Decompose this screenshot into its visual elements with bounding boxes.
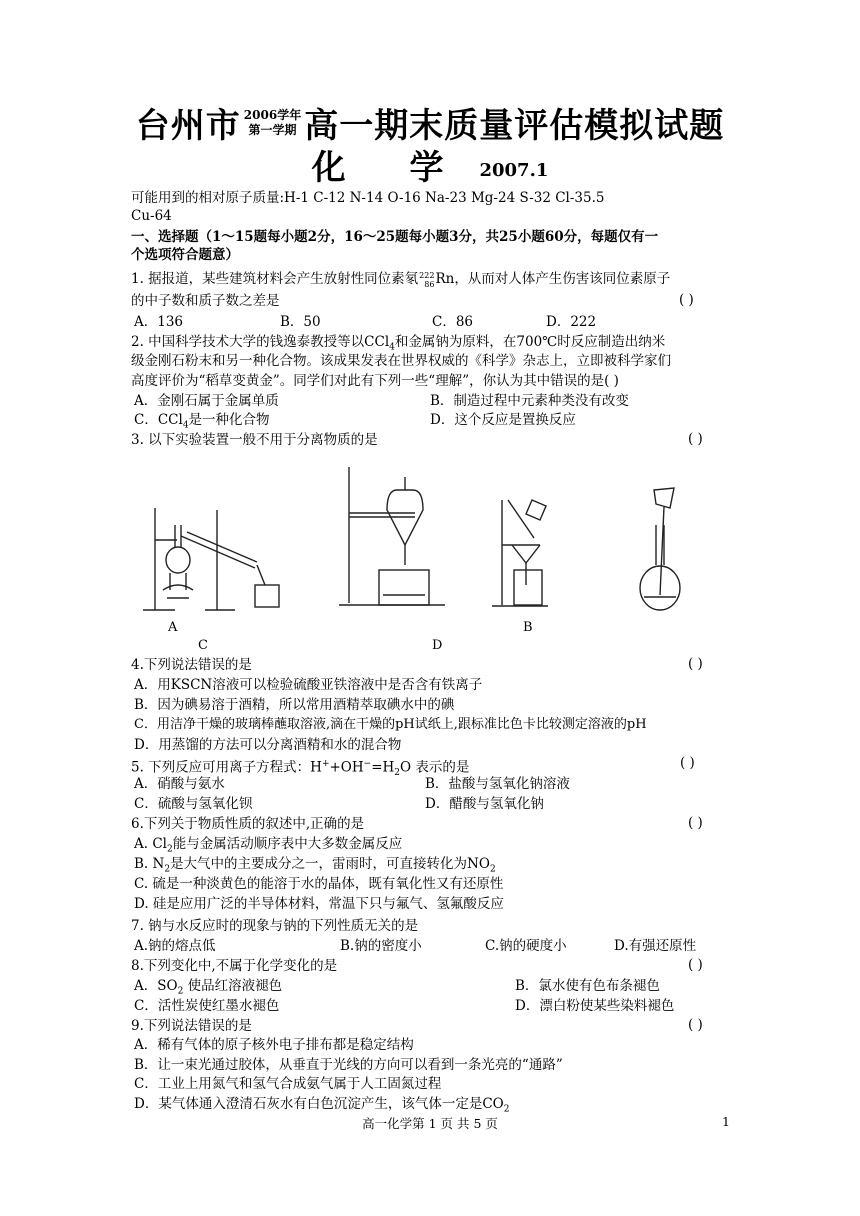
q6-answer-paren[interactable]: ( ): [688, 815, 703, 831]
q1-option-b[interactable]: B．50: [280, 314, 321, 330]
q6-stem: 6.下列关于物质性质的叙述中,正确的是: [131, 816, 365, 832]
q7-option-a[interactable]: A.钠的熔点低: [134, 938, 216, 954]
q2-option-d[interactable]: D．这个反应是置换反应: [430, 412, 576, 428]
q2-text-pre: 2. 中国科学技术大学的钱逸泰教授等以CCl: [131, 334, 390, 350]
q1-text-post: ，从而对人体产生伤害该同位素原子: [454, 271, 671, 287]
title-term-stack: [244, 108, 301, 138]
page-number: 1: [722, 1114, 730, 1129]
q5-option-b[interactable]: B．盐酸与氢氧化钠溶液: [425, 776, 570, 792]
q1-text-pre: 1. 据报道，某些建筑材料会产生放射性同位素氡: [131, 271, 419, 287]
q5-sup1: +: [321, 759, 330, 769]
q7-stem: 7. 钠与水反应时的现象与钠的下列性质无关的是: [131, 918, 419, 934]
q1-stem-line2: 的中子数和质子数之差是: [131, 293, 280, 309]
filtration-apparatus-figure: [490, 490, 555, 615]
q1-symbol: Rn: [435, 271, 455, 287]
page-footer: 高一化学第 1 页 共 5 页: [362, 1116, 498, 1131]
q3-stem: 3. 以下实验装置一般不用于分离物质的是: [131, 432, 378, 448]
figure-label-d: D: [432, 638, 443, 653]
q2-sub: 4: [389, 342, 395, 353]
figure-label-a: A: [168, 620, 178, 635]
q9-option-c[interactable]: C．工业上用氮气和氢气合成氨气属于人工固氮过程: [134, 1076, 442, 1092]
q1-option-a[interactable]: A．136: [134, 314, 184, 330]
q1-option-d[interactable]: D．222: [546, 314, 597, 330]
title-city: 台州市: [135, 106, 241, 146]
q2-stem-line3: 高度评价为“稻草变黄金”。同学们对此有下列一些“理解”，你认为其中错误的是( ): [131, 373, 619, 389]
q5-text-mid2: =H: [371, 759, 395, 776]
q7-option-c[interactable]: C.钠的硬度小: [485, 938, 567, 954]
q9-option-d-pre: D．某气体通入澄清石灰水有白色沉淀产生，该气体一定是CO: [134, 1096, 504, 1112]
q7-option-b[interactable]: B.钠的密度小: [340, 938, 422, 954]
q2-option-c-pre: C．CCl: [134, 412, 183, 428]
q2-option-c-sub: 4: [182, 420, 189, 431]
q8-option-d[interactable]: D．漂白粉使某些染料褪色: [515, 998, 675, 1014]
q6-option-a-pre: A. Cl: [134, 836, 167, 852]
separatory-funnel-apparatus-figure: [335, 465, 450, 615]
q8-option-c[interactable]: C．活性炭使红墨水褪色: [134, 998, 280, 1014]
q8-option-a-sub: 2: [177, 986, 184, 997]
q5-sup2: −: [363, 759, 372, 769]
title-main: 高一期末质量评估模拟试题: [304, 106, 725, 146]
q4-stem: 4.下列说法错误的是: [131, 657, 252, 673]
q5-option-c[interactable]: C．硫酸与氢氧化钡: [134, 796, 253, 812]
q6-option-d[interactable]: D. 硅是应用广泛的半导体材料，常温下只与氟气、氢氟酸反应: [134, 896, 504, 912]
atomic-masses-line2: Cu-64: [131, 208, 172, 224]
figure-label-c: C: [198, 638, 208, 653]
q4-option-a[interactable]: A．用KSCN溶液可以检验硫酸亚铁溶液中是否含有铁离子: [134, 677, 483, 693]
volumetric-flask-apparatus-figure: [630, 485, 690, 615]
q2-option-c-post: 是一种化合物: [188, 412, 270, 428]
q1-option-c[interactable]: C．86: [432, 314, 474, 330]
q6-option-a-post: 能与金属活动顺序表中大多数金属反应: [172, 836, 403, 852]
q8-option-b[interactable]: B．氯水使有色布条褪色: [515, 978, 660, 994]
q8-option-a-pre: A．SO: [134, 978, 178, 994]
q5-option-a[interactable]: A．硝酸与氨水: [134, 776, 225, 792]
atomic-masses-line1: 可能用到的相对原子质量:H-1 C-12 N-14 O-16 Na-23 Mg-24 S-32 Cl-35.5: [131, 190, 605, 206]
q4-option-d[interactable]: D．用蒸馏的方法可以分离酒精和水的混合物: [134, 737, 402, 753]
q4-option-c[interactable]: C．用洁净干燥的玻璃棒蘸取溶液,滴在干燥的pH试纸上,跟标准比色卡比较测定溶液的pH: [134, 717, 647, 732]
q5-text-post: O 表示的是: [400, 759, 470, 776]
section1-heading-line2: 个选项符合题意）: [131, 247, 239, 263]
q6-option-b-sub: 2: [164, 864, 171, 875]
q6-option-a-sub: 2: [166, 844, 173, 855]
q8-option-a-post: 使品红溶液褪色: [183, 978, 283, 994]
q6-option-b-pre: B. N: [134, 856, 165, 872]
title-year: 2006学年: [243, 107, 302, 122]
q4-answer-paren[interactable]: ( ): [688, 656, 703, 672]
q2-option-a[interactable]: A．金刚石属于金属单质: [134, 393, 279, 409]
q6-option-b-mid: 是大气中的主要成分之一，雷雨时，可直接转化为NO: [170, 856, 490, 872]
title-term: 第一学期: [248, 122, 297, 137]
q5-answer-paren[interactable]: ( ): [680, 755, 695, 771]
q2-option-b[interactable]: B．制造过程中元素种类没有改变: [430, 393, 629, 409]
q2-text-post: 和金属钠为原料，在700℃时反应制造出纳米: [394, 334, 666, 350]
q9-answer-paren[interactable]: ( ): [688, 1017, 703, 1033]
distillation-apparatus-figure: [135, 490, 295, 615]
q1-stem-line1: [131, 270, 670, 289]
q8-answer-paren[interactable]: ( ): [688, 957, 703, 973]
q1-atomic-number: 86: [424, 280, 435, 289]
q1-nuclide-numbers: [419, 271, 434, 289]
q1-answer-paren[interactable]: ( ): [679, 292, 694, 308]
q6-option-b-sub2: 2: [489, 864, 496, 875]
q5-text-mid: +OH: [329, 759, 364, 776]
q5-sub: 2: [394, 768, 401, 779]
q5-option-d[interactable]: D．醋酸与氢氧化钠: [425, 796, 544, 812]
exam-date: 2007.1: [479, 160, 549, 181]
q2-stem-line2: 级金刚石粉末和另一种化合物。该成果发表在世界权威的《科学》杂志上，立即被科学家们: [131, 353, 671, 369]
q8-stem: 8.下列变化中,不属于化学变化的是: [131, 958, 338, 974]
q1-mass-number: 222: [419, 271, 435, 280]
subject-line: [0, 140, 860, 189]
q4-option-b[interactable]: B．因为碘易溶于酒精，所以常用酒精萃取碘水中的碘: [134, 697, 455, 713]
q5-text-pre: 5. 下列反应可用离子方程式：H: [131, 759, 322, 776]
q7-option-d[interactable]: D.有强还原性: [614, 938, 697, 954]
q9-option-a[interactable]: A．稀有气体的原子核外电子排布都是稳定结构: [134, 1037, 414, 1053]
q6-option-c[interactable]: C. 硫是一种淡黄色的能溶于水的晶体，既有氧化性又有还原性: [134, 876, 504, 892]
section1-heading-line1: 一、选择题（1～15题每小题2分，16～25题每小题3分，共25小题60分，每题仅有一: [131, 229, 659, 245]
q3-answer-paren[interactable]: ( ): [688, 431, 703, 447]
subject-name: 化 学: [311, 148, 470, 188]
figure-label-b: B: [523, 620, 533, 635]
q9-option-b[interactable]: B．让一束光通过胶体，从垂直于光线的方向可以看到一条光亮的“通路”: [134, 1057, 563, 1073]
q9-stem: 9.下列说法错误的是: [131, 1018, 252, 1034]
q9-option-d-sub: 2: [503, 1104, 510, 1115]
